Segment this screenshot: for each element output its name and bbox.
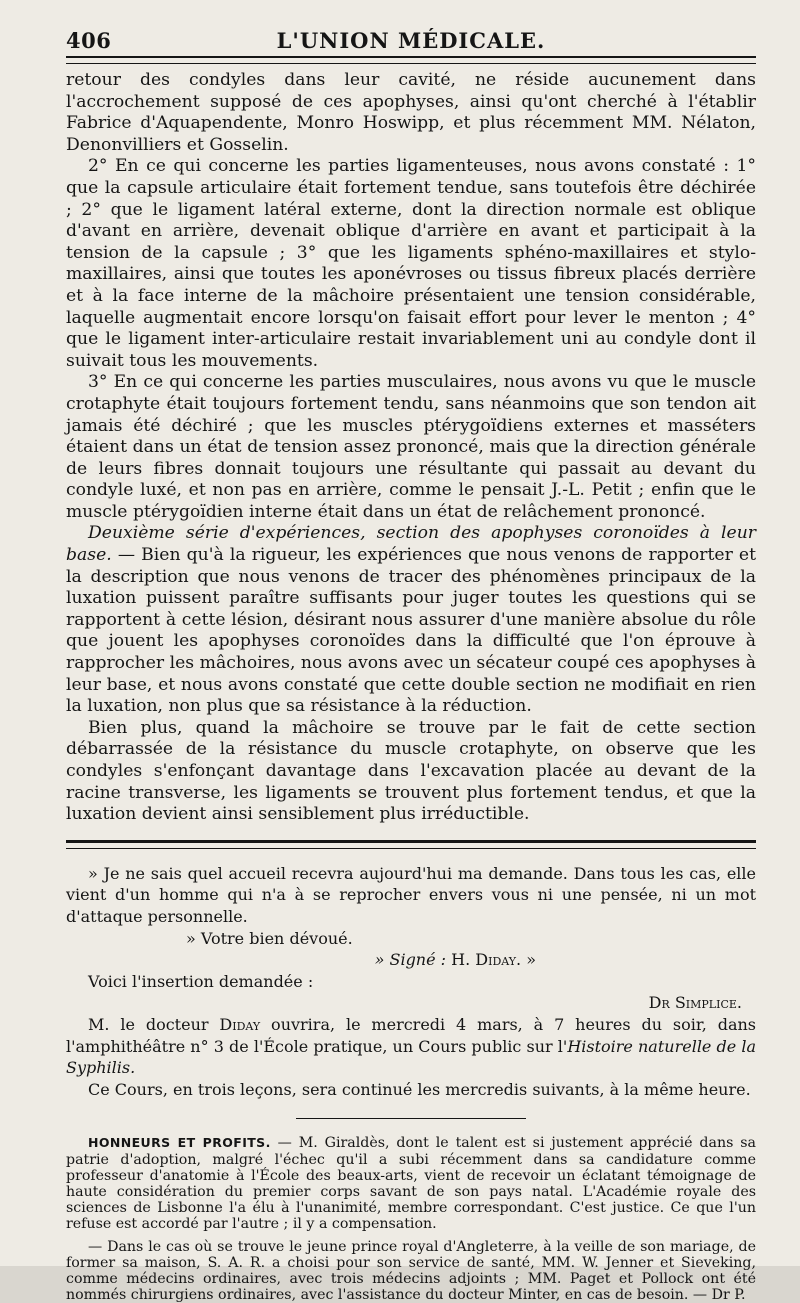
page-number: 406 (66, 28, 112, 53)
series-heading-paragraph (66, 523, 756, 717)
article-paragraph: 2° En ce qui concerne les parties ligamenteuses, nous avons constaté : 1° que la capsule articulaire était fortement tendue, sans toutefois être déchirée ; 2° que le ligament latéral externe, dont la direction normale est oblique d'avant en arrière, devenait oblique d'arrière en avant et participait à la tension de la capsule ; 3° que les ligaments sphéno-maxillaires et stylo-maxillaires, ainsi que toutes les aponévroses ou tissus fibreux placés derrière et à la face interne de la mâchoire présentaient une tension considérable, laquelle augmentait encore lorsqu'on faisait effort pour lever le menton ; 4° que le ligament inter-articulaire restait invariablement uni au condyle dont il suivait tous les mouvements. (66, 156, 756, 371)
course-lecturer: Diday (219, 1014, 261, 1034)
course-text-b: ouvrira, le mercredi 4 mars, à 7 heures du soir, dans l'amphithéâtre n° 3 de l'École pratique, un Cours public sur l' (66, 1014, 757, 1056)
article-paragraph: Bien plus, quand la mâchoire se trouve par le fait de cette section débarrassée de la résistance du muscle crotaphyte, on observe que les condyles s'enfonçant davantage dans l'excavation placée au devant de la racine transverse, les ligaments se trouvent plus fortement tendus, et que la luxation devient ainsi sensiblement plus irréductible. (66, 717, 756, 825)
news-item (66, 1135, 756, 1232)
series-paragraph-text: Bien qu'à la rigueur, les expériences que nous venons de rapporter et la description que nous venons de tracer des phénomènes principaux de la luxation puissent paraître suffisants pour juger toutes les questions qui se rapportent à cette lésion, désirant nous assurer d'une manière absolue du rôle que jouent les apophyses coronoïdes dans la difficulté que l'on éprouve à rapprocher les mâchoires, nous avons avec un sécateur coupé ces apophyses à leur base, et nous avons constaté que cette double section ne modifiait en rien la luxation, non plus que sa résistance à la réduction. (66, 545, 756, 717)
letter-signature (66, 949, 756, 971)
article-paragraph: retour des condyles dans leur cavité, ne réside aucunement dans l'accrochement supposé de ces apophyses, ainsi qu'ont cherché à l'établir Fabrice d'Aquapendente, Monro Hoswipp, et plus récemment MM. Nélaton, Denonvilliers et Gosselin. (66, 70, 756, 155)
news-rubric: HONNEURS ET PROFITS. (88, 1135, 271, 1151)
journal-title: L'UNION MÉDICALE. (276, 28, 546, 53)
news-item: — Dans le cas où se trouve le jeune prince royal d'Angleterre, à la veille de son mariage, de former sa maison, S. A. R. a choisi pour son service de santé, MM. W. Jenner et Sieveking, comme médecins ordinaires, avec trois médecins adjoints ; MM. Paget et Pollock ont été nommés chirurgiens ordinaires, avec l'assistance du docteur Minter, en cas de besoin. — Dr P. (66, 1238, 756, 1303)
course-schedule: Ce Cours, en trois leçons, sera continué les mercredis suivants, à la même heure. (88, 1079, 751, 1099)
page-header (66, 22, 756, 56)
short-divider (296, 1118, 526, 1119)
course-text-a: M. le docteur (88, 1014, 220, 1034)
article-body (66, 70, 756, 826)
insertion-note: Voici l'insertion demandée : (88, 971, 314, 991)
header-rule (66, 56, 756, 64)
news-section (66, 1135, 756, 1303)
course-announcement (66, 1014, 756, 1079)
letter-quote: » Je ne sais quel accueil recevra aujourd'hui ma demande. Dans tous les cas, elle vient d'un homme qui n'a à se reprocher envers vous ni une pensée, ni un mot d'attaque personnelle. (66, 863, 756, 926)
section-divider (66, 840, 756, 849)
news-item-text: — M. Giraldès, dont le talent est si justement apprécié dans sa patrie d'adoption, malgré l'échec qu'il a subi récemment dans sa candidature comme professeur d'anatomie à l'École des beaux-arts, vient de recevoir un éclatant témoignage de haute considération du premier corps savant de son pays natal. L'Académie royale des sciences de Lisbonne l'a élu à l'unanimité, membre correspondant. C'est justice. Ce que l'un refuse est accordé par l'autre ; il y a compensation. (66, 1135, 756, 1233)
signature-name: H. Diday. » (451, 950, 536, 970)
series-title: Deuxième série d'expériences, section des apophyses coronoïdes à leur base. — (66, 523, 756, 566)
letter-section (66, 863, 756, 1101)
letter-closing: » Votre bien dévoué. (186, 928, 353, 948)
article-paragraph: 3° En ce qui concerne les parties musculaires, nous avons vu que le muscle crotaphyte était toujours fortement tendu, sans néanmoins que son tendon ait jamais été déchiré ; que les muscles ptérygoïdiens externes et masséters étaient dans un état de tension assez prononcé, mais que la direction générale de leurs fibres donnait toujours une résultante qui passait au devant du condyle luxé, et non pas en arrière, comme le pensait J.-L. Petit ; enfin que le muscle ptérygoïdien interne était dans un état de relâchement prononcé. (66, 372, 756, 522)
editor-signature: Dr Simplice. (648, 993, 742, 1013)
course-title: Histoire naturelle de la Syphilis. (66, 1036, 757, 1078)
signature-label: » Signé : (374, 950, 447, 970)
